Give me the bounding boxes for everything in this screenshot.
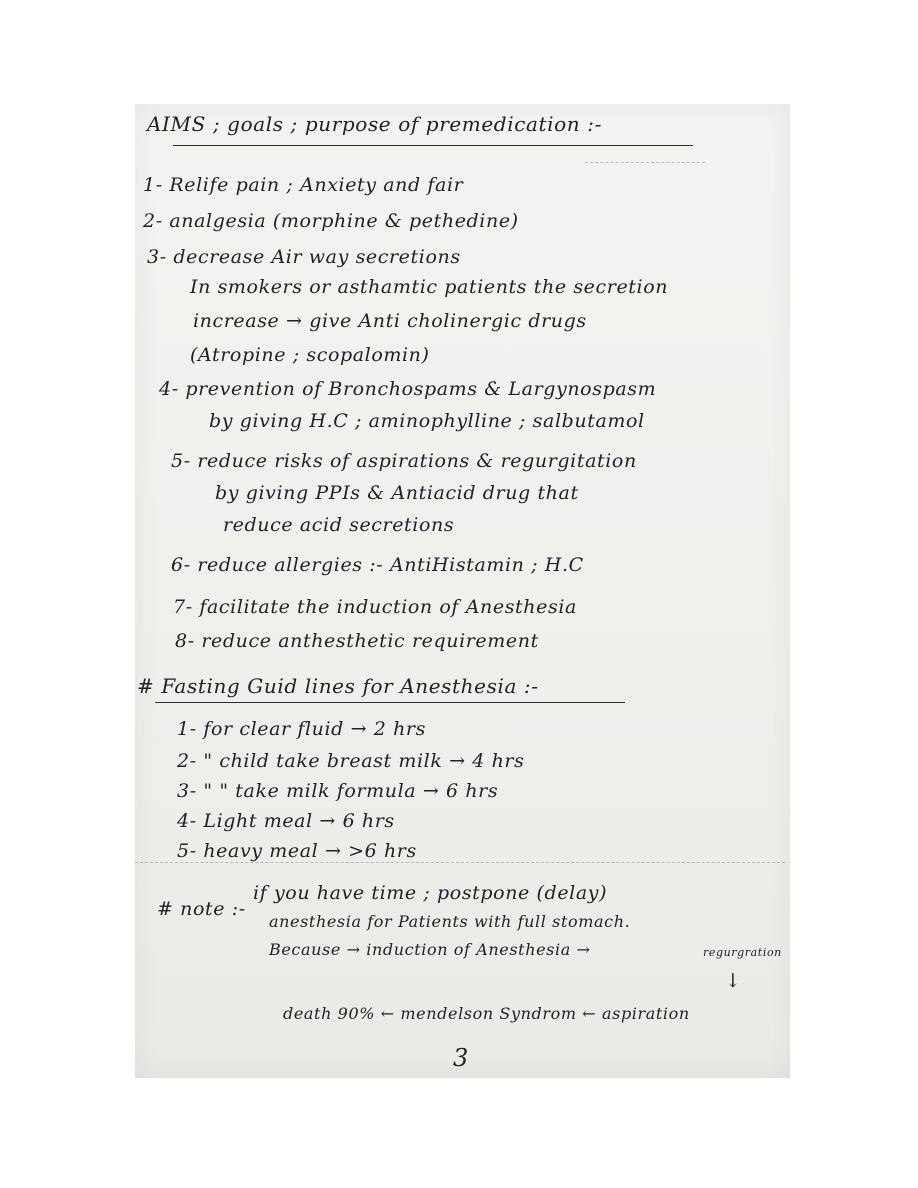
- note-label: # note :-: [157, 898, 246, 920]
- fasting-underline: [155, 702, 625, 703]
- aims-item: 1- Relife pain ; Anxiety and fair: [143, 174, 464, 196]
- aims-item-detail: (Atropine ; scopalomin): [190, 344, 430, 366]
- fasting-row: 5- heavy meal → >6 hrs: [177, 840, 417, 862]
- aims-item: 4- prevention of Bronchospams & Largynospasm: [159, 378, 657, 400]
- fasting-row: 3- " " take milk formula → 6 hrs: [177, 780, 499, 802]
- note-line: Because → induction of Anesthesia →: [269, 940, 591, 959]
- note-page: [135, 104, 790, 1078]
- aims-item: 5- reduce risks of aspirations & regurgitation: [171, 450, 637, 472]
- aims-item: 8- reduce anthesthetic requirement: [175, 630, 539, 652]
- fasting-title: # Fasting Guid lines for Anesthesia :-: [137, 674, 539, 698]
- fasting-row: 2- " child take breast milk → 4 hrs: [177, 750, 525, 772]
- note-chain: death 90% ← mendelson Syndrom ← aspiration: [283, 1004, 690, 1023]
- page-number: 3: [453, 1044, 469, 1072]
- aims-item-detail: increase → give Anti cholinergic drugs: [193, 310, 587, 332]
- aims-item: 2- analgesia (morphine & pethedine): [143, 210, 519, 232]
- title-underline: [173, 145, 693, 146]
- section-divider: [135, 862, 785, 863]
- note-line: anesthesia for Patients with full stomach.: [269, 912, 631, 931]
- aims-item-detail: In smokers or asthamtic patients the secretion: [190, 276, 669, 298]
- aims-item-detail: by giving H.C ; aminophylline ; salbutamol: [209, 410, 645, 432]
- faint-rule: [585, 162, 705, 163]
- fasting-row: 1- for clear fluid → 2 hrs: [177, 718, 426, 740]
- aims-item: 6- reduce allergies :- AntiHistamin ; H.C: [171, 554, 584, 576]
- aims-title: AIMS ; goals ; purpose of premedication :-: [147, 112, 602, 136]
- fasting-row: 4- Light meal → 6 hrs: [177, 810, 395, 832]
- aims-item-detail: reduce acid secretions: [223, 514, 455, 536]
- aims-item-detail: by giving PPIs & Antiacid drug that: [215, 482, 579, 504]
- aims-item: 3- decrease Air way secretions: [147, 246, 461, 268]
- aims-item: 7- facilitate the induction of Anesthesia: [173, 596, 577, 618]
- regurgitation-label: regurgration: [703, 946, 782, 959]
- note-line: if you have time ; postpone (delay): [253, 882, 608, 904]
- down-arrow-icon: ↓: [725, 970, 742, 992]
